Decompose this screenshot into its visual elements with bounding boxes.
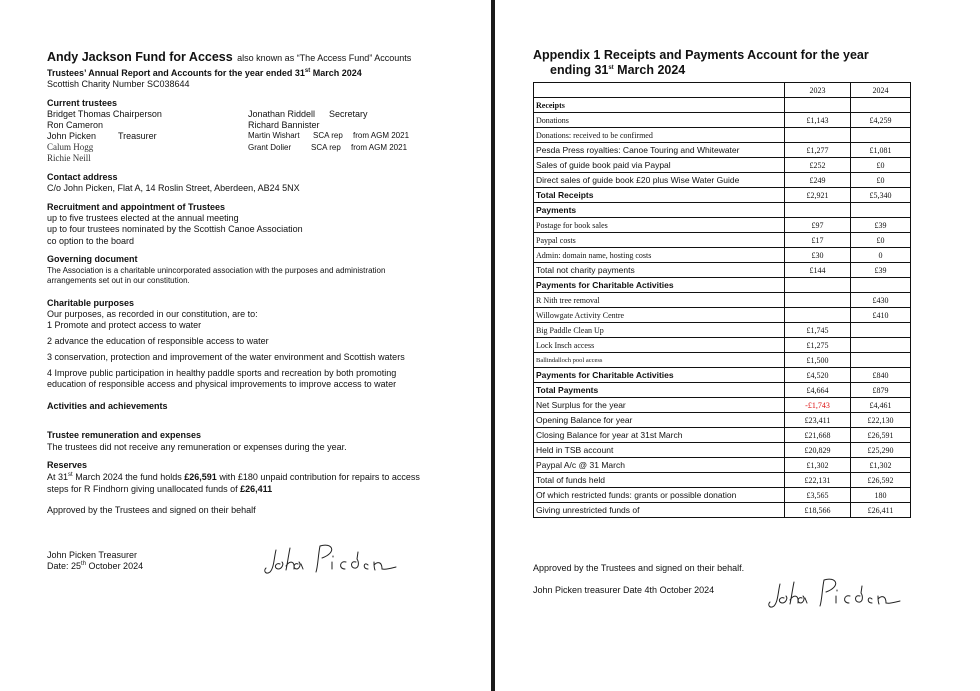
row-label: Of which restricted funds: grants or possible donation	[534, 488, 785, 503]
value-2024: £26,592	[851, 473, 911, 488]
trustee-john: John Picken	[47, 131, 97, 141]
table-row	[534, 353, 911, 368]
row-label: Held in TSB account	[534, 443, 785, 458]
purposes-heading: Charitable purposes	[47, 298, 135, 308]
table-row	[534, 173, 911, 188]
table-row	[534, 338, 911, 353]
value-2023	[785, 98, 851, 113]
trustee-richard: Richard Bannister	[248, 120, 320, 130]
trustee-grant: Grant Dolier	[248, 143, 292, 152]
value-2024: £0	[851, 173, 911, 188]
trustee-calum: Calum Hogg	[47, 142, 94, 152]
table-header-row	[534, 83, 911, 98]
trustee-john-role: Treasurer	[118, 131, 157, 141]
right-signer-line: John Picken treasurer Date 4th October 2024	[533, 585, 715, 595]
row-label: Net Surplus for the year	[534, 398, 785, 413]
table-row	[534, 428, 911, 443]
value-2024: £840	[851, 368, 911, 383]
value-2024	[851, 278, 911, 293]
value-2023: £2,921	[785, 188, 851, 203]
governing-line: arrangements set out in our constitution.	[47, 276, 190, 285]
reserves-line-2	[47, 484, 272, 494]
table-row	[534, 233, 911, 248]
value-2023: £20,829	[785, 443, 851, 458]
appendix-title: Appendix 1 Receipts and Payments Account for the year	[533, 48, 869, 62]
value-2023: £21,668	[785, 428, 851, 443]
purpose-item: 1 Promote and protect access to water	[47, 320, 202, 330]
row-label: Total Receipts	[534, 188, 785, 203]
row-label: Big Paddle Clean Up	[534, 323, 785, 338]
signing-date-sup: th	[81, 561, 87, 567]
table-row	[534, 128, 911, 143]
purpose-item: 3 conservation, protection and improvement of the water environment and Scottish waters	[47, 352, 405, 362]
value-2023: £17	[785, 233, 851, 248]
fund-name: Andy Jackson Fund for Access	[47, 50, 233, 64]
row-label: Direct sales of guide book £20 plus Wise Water Guide	[534, 173, 785, 188]
recruitment-heading: Recruitment and appointment of Trustees	[47, 202, 226, 212]
table-row	[534, 188, 911, 203]
report-subtitle	[47, 68, 362, 78]
row-label: Total of funds held	[534, 473, 785, 488]
value-2024	[851, 353, 911, 368]
table-row	[534, 503, 911, 518]
trustee-bridget: Bridget Thomas Chairperson	[47, 109, 162, 119]
value-2024: £4,259	[851, 113, 911, 128]
value-2023: £249	[785, 173, 851, 188]
table-row	[534, 488, 911, 503]
value-2024: 180	[851, 488, 911, 503]
trustee-richie: Richie Neill	[47, 153, 91, 163]
purpose-item-cont: education of responsible access and physical improvements to improve access to water	[47, 379, 397, 389]
table-row	[534, 398, 911, 413]
value-2024	[851, 203, 911, 218]
table-row	[534, 383, 911, 398]
row-label: Sales of guide book paid via Paypal	[534, 158, 785, 173]
table-row	[534, 458, 911, 473]
trustee-martin-role: SCA rep	[313, 131, 343, 140]
trustee-jonathan: Jonathan Riddell	[248, 109, 316, 119]
value-2024	[851, 128, 911, 143]
signature-image	[762, 574, 904, 612]
right-approval-statement: Approved by the Trustees and signed on their behalf.	[533, 563, 745, 573]
reserves-mid: March 2024 the fund holds	[72, 472, 185, 482]
value-2024: £1,302	[851, 458, 911, 473]
value-2023: -£1,743	[785, 398, 851, 413]
value-2023: £3,565	[785, 488, 851, 503]
report-subtitle-end: March 2024	[310, 68, 362, 78]
trustees-heading: Current trustees	[47, 98, 118, 108]
table-row	[534, 308, 911, 323]
reserves-sup: st	[68, 472, 73, 478]
value-2023	[785, 308, 851, 323]
charity-number: Scottish Charity Number SC038644	[47, 79, 190, 89]
table-row	[534, 158, 911, 173]
appendix-title-line2-post: March 2024	[613, 63, 686, 77]
reserves-pre: At 31	[47, 472, 69, 482]
table-row	[534, 323, 911, 338]
table-row	[534, 203, 911, 218]
row-label: Total not charity payments	[534, 263, 785, 278]
value-2024: £39	[851, 218, 911, 233]
row-label: Paypal A/c @ 31 March	[534, 458, 785, 473]
table-row	[534, 293, 911, 308]
column-header-2023: 2023	[785, 83, 851, 98]
value-2023: £1,277	[785, 143, 851, 158]
value-2023: £144	[785, 263, 851, 278]
value-2023: £1,500	[785, 353, 851, 368]
row-label: Opening Balance for year	[534, 413, 785, 428]
value-2023: £97	[785, 218, 851, 233]
signature-image	[258, 540, 400, 578]
value-2023: £30	[785, 248, 851, 263]
reserves-amount: £26,591	[184, 472, 217, 482]
row-label: R Nith tree removal	[534, 293, 785, 308]
signing-date-post: October 2024	[86, 561, 144, 571]
value-2024: £0	[851, 158, 911, 173]
value-2024: £879	[851, 383, 911, 398]
row-label: Receipts	[534, 98, 785, 113]
value-2023	[785, 278, 851, 293]
value-2023: £1,275	[785, 338, 851, 353]
value-2023: £23,411	[785, 413, 851, 428]
row-label: Willowgate Activity Centre	[534, 308, 785, 323]
value-2024: £1,081	[851, 143, 911, 158]
row-label: Payments	[534, 203, 785, 218]
row-label: Donations	[534, 113, 785, 128]
trustee-jonathan-role: Secretary	[329, 109, 368, 119]
trustee-grant-from: from AGM 2021	[351, 143, 408, 152]
report-title	[47, 48, 411, 66]
row-label: Postage for book sales	[534, 218, 785, 233]
table-row	[534, 413, 911, 428]
appendix-title-line2-sup: st	[608, 64, 614, 71]
purpose-item: 4 Improve public participation in healthy paddle sports and recreation by both promoting	[47, 368, 397, 378]
table-row	[534, 113, 911, 128]
reserves-heading: Reserves	[47, 460, 88, 470]
value-2024: £410	[851, 308, 911, 323]
recruitment-line: co option to the board	[47, 236, 135, 246]
trustee-ron: Ron Cameron	[47, 120, 104, 130]
trustee-grant-role: SCA rep	[311, 143, 341, 152]
table-row	[534, 248, 911, 263]
governing-heading: Governing document	[47, 254, 138, 264]
governing-line: The Association is a charitable unincorporated association with the purposes and administration	[47, 266, 386, 275]
contact-address: C/o John Picken, Flat A, 14 Roslin Street, Aberdeen, AB24 5NX	[47, 183, 300, 193]
trustee-martin-from: from AGM 2021	[353, 131, 410, 140]
value-2024: £4,461	[851, 398, 911, 413]
row-label: Donations: received to be confirmed	[534, 128, 785, 143]
row-label: Total Payments	[534, 383, 785, 398]
table-row	[534, 218, 911, 233]
value-2023: £1,302	[785, 458, 851, 473]
table-row	[534, 98, 911, 113]
value-2023	[785, 128, 851, 143]
value-2023: £252	[785, 158, 851, 173]
row-label: Pesda Press royalties: Canoe Touring and Whitewater	[534, 143, 785, 158]
value-2023: £22,131	[785, 473, 851, 488]
remuneration-heading: Trustee remuneration and expenses	[47, 430, 202, 440]
row-label: Admin: domain name, hosting costs	[534, 248, 785, 263]
value-2023: £1,143	[785, 113, 851, 128]
reserves-line	[47, 472, 420, 482]
table-header-cell	[534, 83, 785, 98]
value-2024: £0	[851, 233, 911, 248]
table-row	[534, 278, 911, 293]
value-2024: £22,130	[851, 413, 911, 428]
purposes-intro: Our purposes, as recorded in our constitution, are to:	[47, 309, 258, 319]
value-2023	[785, 293, 851, 308]
approval-statement: Approved by the Trustees and signed on their behalf	[47, 505, 256, 515]
appendix-title-line2-pre: ending 31	[550, 63, 609, 77]
reserves-line2-text: steps for R Findhorn giving unallocated funds of	[47, 484, 241, 494]
row-label: Payments for Charitable Activities	[534, 368, 785, 383]
row-label: Ballindalloch pool access	[534, 353, 785, 368]
value-2023: £18,566	[785, 503, 851, 518]
report-subtitle-sup: st	[304, 68, 311, 74]
value-2024: £26,411	[851, 503, 911, 518]
value-2024: £39	[851, 263, 911, 278]
value-2024: £26,591	[851, 428, 911, 443]
remuneration-text: The trustees did not receive any remuneration or expenses during the year.	[47, 442, 347, 452]
table-row	[534, 368, 911, 383]
row-label: Lock Insch access	[534, 338, 785, 353]
value-2023: £1,745	[785, 323, 851, 338]
unallocated-amount: £26,411	[240, 484, 273, 494]
row-label: Closing Balance for year at 31st March	[534, 428, 785, 443]
table-row	[534, 263, 911, 278]
report-subtitle-text: Trustees’ Annual Report and Accounts for the year ended 31	[47, 68, 305, 78]
receipts-payments-table	[533, 82, 911, 518]
purpose-item: 2 advance the education of responsible access to water	[47, 336, 269, 346]
signer-name: John Picken Treasurer	[47, 550, 138, 560]
column-header-2024: 2024	[851, 83, 911, 98]
row-label: Paypal costs	[534, 233, 785, 248]
value-2024	[851, 98, 911, 113]
value-2023: £4,664	[785, 383, 851, 398]
value-2024	[851, 323, 911, 338]
trustee-martin: Martin Wishart	[248, 131, 300, 140]
row-label: Payments for Charitable Activities	[534, 278, 785, 293]
recruitment-line: up to four trustees nominated by the Scottish Canoe Association	[47, 224, 303, 234]
row-label: Giving unrestricted funds of	[534, 503, 785, 518]
value-2023	[785, 203, 851, 218]
value-2024: £25,290	[851, 443, 911, 458]
value-2023: £4,520	[785, 368, 851, 383]
value-2024: £430	[851, 293, 911, 308]
value-2024	[851, 338, 911, 353]
fund-alias: also known as “The Access Fund” Accounts	[237, 53, 412, 63]
signing-date	[47, 561, 143, 571]
table-row	[534, 443, 911, 458]
table-row	[534, 143, 911, 158]
appendix-title-line2	[550, 63, 685, 77]
reserves-post: with £180 unpaid contribution for repairs to access	[216, 472, 420, 482]
value-2024: £5,340	[851, 188, 911, 203]
contact-heading: Contact address	[47, 172, 118, 182]
signing-date-pre: Date: 25	[47, 561, 82, 571]
recruitment-line: up to five trustees elected at the annual meeting	[47, 213, 239, 223]
value-2024: 0	[851, 248, 911, 263]
activities-heading: Activities and achievements	[47, 401, 168, 411]
table-row	[534, 473, 911, 488]
